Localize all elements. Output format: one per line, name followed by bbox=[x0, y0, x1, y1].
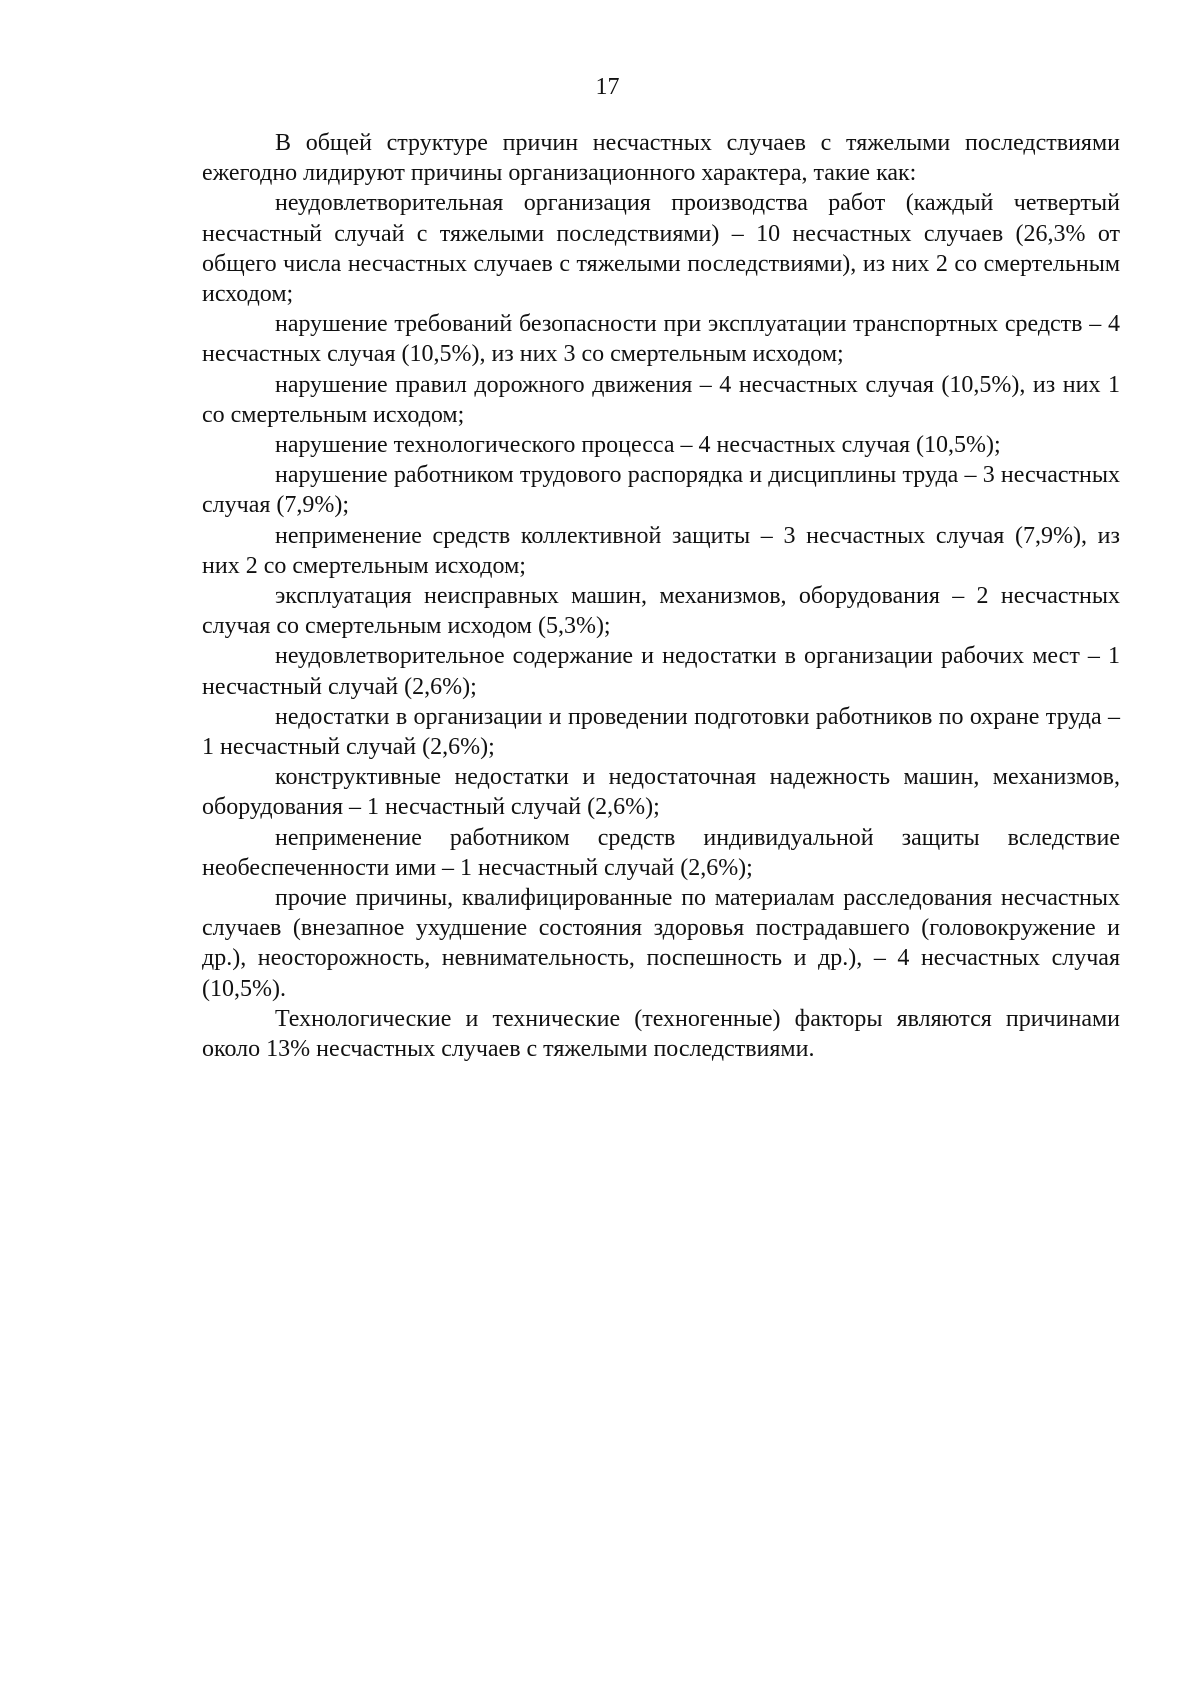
cause-item-organization: неудовлетворительная организация производства работ (каждый четвертый несчастный случай с тяжелыми последствиями) – 10 несчастных случаев (26,3% от общего числа несчастных случаев с тяжелыми последствиями), из них 2 со смертельным исходом; bbox=[202, 190, 1120, 308]
conclusion-paragraph: Технологические и технические (техногенные) факторы являются причинами около 13% несчастных случаев с тяжелыми последствиями. bbox=[202, 1005, 1120, 1063]
cause-item-workplace-maintenance: неудовлетворительное содержание и недостатки в организации рабочих мест – 1 несчастный случай (2,6%); bbox=[202, 643, 1120, 700]
document-body bbox=[202, 128, 1120, 1064]
cause-item-other: прочие причины, квалифицированные по материалам расследования несчастных случаев (внезапное ухудшение состояния здоровья пострадавшего (головокружение и др.), неосторожность, невнимательность, поспешность и др.), – 4 несчастных случая (10,5%). bbox=[202, 885, 1120, 1002]
page-number: 17 bbox=[595, 74, 620, 100]
cause-item-labor-discipline: нарушение работником трудового распорядка и дисциплины труда – 3 несчастных случая (7,9%); bbox=[202, 462, 1120, 519]
cause-item-traffic-rules: нарушение правил дорожного движения – 4 несчастных случая (10,5%), из них 1 со смертельным исходом; bbox=[202, 371, 1120, 428]
intro-paragraph: В общей структуре причин несчастных случаев с тяжелыми последствиями ежегодно лидируют причины организационного характера, такие как: bbox=[202, 130, 1120, 187]
cause-item-technological-process: нарушение технологического процесса – 4 несчастных случая (10,5%); bbox=[275, 432, 1001, 459]
cause-item-transport-safety: нарушение требований безопасности при эксплуатации транспортных средств – 4 несчастных случая (10,5%), из них 3 со смертельным исходом; bbox=[202, 311, 1120, 368]
cause-item-training: недостатки в организации и проведении подготовки работников по охране труда – 1 несчастный случай (2,6%); bbox=[202, 703, 1120, 761]
cause-item-faulty-machines: эксплуатация неисправных машин, механизмов, оборудования – 2 несчастных случая со смертельным исходом (5,3%); bbox=[202, 583, 1120, 640]
cause-item-design-flaws: конструктивные недостатки и недостаточная надежность машин, механизмов, оборудования – 1 несчастный случай (2,6%); bbox=[202, 764, 1120, 821]
cause-item-collective-protection: неприменение средств коллективной защиты – 3 несчастных случая (7,9%), из них 2 со смертельным исходом; bbox=[202, 522, 1120, 579]
cause-item-personal-protection: неприменение работником средств индивидуальной защиты вследствие необеспеченности ими – 1 несчастный случай (2,6%); bbox=[202, 824, 1120, 881]
